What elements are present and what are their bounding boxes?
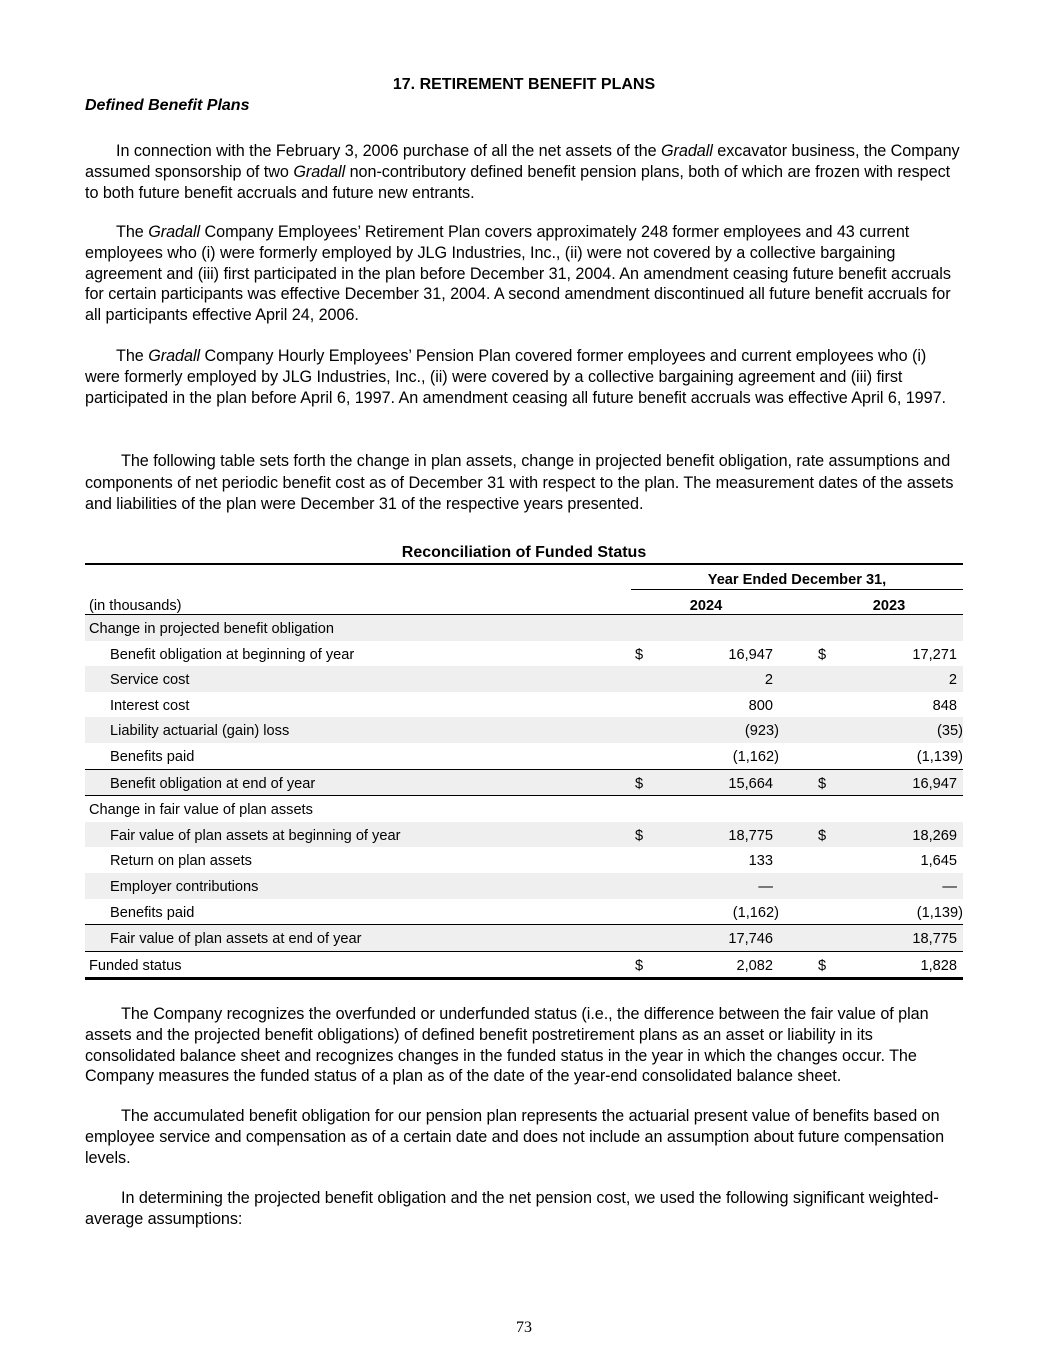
column-header-2024: 2024: [689, 598, 723, 614]
value-2024: 15,664: [728, 775, 773, 792]
value-2024: 2: [764, 672, 773, 689]
currency-symbol: $: [818, 775, 827, 792]
row-label: Interest cost: [110, 697, 190, 714]
table-row: [85, 952, 963, 981]
table-row: [85, 924, 963, 952]
company-name: Gradall: [293, 162, 346, 181]
row-label: Benefit obligation at end of year: [110, 775, 316, 792]
value-2023: 18,775: [912, 931, 957, 948]
table-row: [85, 873, 963, 899]
paragraph-table-intro: The following table sets forth the change in plan assets, change in projected benefit obligation, rate assumptions and components of net periodic benefit cost as of December 31 with respect to the plan. The measurement dates of the assets and liabilities of the plan were December 31 of the respective years presented.: [85, 452, 954, 513]
company-name: Gradall: [148, 223, 201, 241]
table-body: [85, 615, 963, 980]
table-row: [85, 743, 963, 769]
value-2023: 17,271: [912, 646, 957, 663]
table-title: Reconciliation of Funded Status: [401, 544, 647, 561]
value-2024: 18,775: [728, 827, 773, 844]
text: excavator business, the Company assumed sponsorship of two: [85, 142, 960, 181]
value-2024: (1,162): [732, 748, 779, 765]
row-label: Benefit obligation at beginning of year: [110, 646, 355, 663]
subsection-title: Defined Benefit Plans: [85, 97, 250, 114]
text: In connection with the February 3, 2006 purchase of all the net assets of the: [116, 142, 662, 160]
page-number: 73: [516, 1319, 532, 1336]
table-row: [85, 666, 963, 692]
table-header-columns: [85, 590, 963, 615]
company-name: Gradall: [148, 347, 201, 365]
value-2024: 17,746: [728, 931, 773, 948]
value-2024: 2,082: [736, 957, 773, 974]
value-2023: 848: [932, 697, 957, 714]
value-2024: 16,947: [728, 646, 773, 663]
paragraph-retirement-plan: [85, 222, 963, 326]
row-label: Change in projected benefit obligation: [89, 621, 335, 637]
paragraph-accumulated-benefit-obligation: The accumulated benefit obligation for our pension plan represents the actuarial present value of benefits based on employee service and compensation as of a certain date and does not include an assumption about future compensation levels.: [85, 1107, 945, 1167]
currency-symbol: $: [818, 827, 827, 844]
currency-symbol: $: [635, 775, 644, 792]
row-label: Benefits paid: [110, 904, 195, 921]
value-2023: (1,139): [916, 748, 963, 765]
table-row: [85, 692, 963, 718]
table-header-period: [85, 565, 963, 590]
company-name: Gradall: [661, 142, 713, 160]
table-section-header: [85, 615, 963, 641]
text: The: [116, 223, 149, 241]
section-title: 17. RETIREMENT BENEFIT PLANS: [392, 76, 656, 93]
value-2024: —: [758, 878, 773, 895]
row-label: Service cost: [110, 672, 190, 689]
text: non-contributory defined benefit pension plans, both of which are frozen with respect to both future benefit accruals and future new entrants.: [85, 162, 951, 202]
value-2023: (1,139): [916, 904, 963, 921]
value-2024: 800: [748, 697, 773, 714]
table-row: [85, 717, 963, 743]
value-2023: 2: [948, 672, 957, 689]
paragraph-gradall-acquisition: [85, 141, 963, 203]
row-label: Return on plan assets: [110, 853, 252, 870]
value-2024: (923): [744, 723, 779, 740]
value-2024: (1,162): [732, 904, 779, 921]
row-label: Employer contributions: [110, 878, 259, 895]
currency-symbol: $: [818, 646, 827, 663]
text: Company Hourly Employees’ Pension Plan covered former employees and current employees who (i) were formerly employed by JLG Industries, Inc., (ii) were covered by a collective bargaining agreement and (iii) first participated in the plan before April 6, 1997. An amendment ceasing all future benefit accruals was effective April 6, 1997.: [85, 347, 946, 407]
value-2023: 1,828: [920, 957, 957, 974]
row-label: Fair value of plan assets at beginning of year: [110, 827, 401, 844]
table-row: [85, 769, 963, 797]
value-2024: 133: [748, 853, 773, 870]
row-label: Fair value of plan assets at end of year: [110, 931, 362, 948]
row-label: Change in fair value of plan assets: [89, 802, 313, 819]
value-2023: —: [942, 878, 957, 895]
value-2023: 1,645: [920, 853, 957, 870]
funded-status-table: [85, 563, 963, 980]
table-section-header: [85, 796, 963, 822]
table-row: [85, 899, 963, 925]
row-label: Benefits paid: [110, 748, 195, 765]
paragraph-hourly-pension-plan: [85, 346, 963, 408]
text: Company Employees’ Retirement Plan covers approximately 248 former employees and 43 current employees who (i) were formerly employed by JLG Industries, Inc., (ii) were not covered by a collective bargaining agreement and (iii) first participated in the plan before December 31, 2004. An amendment ceasing future benefit accruals for certain participants was effective December 31, 2004. A second amendment discontinued all future benefit accruals for all participants effective April 24, 2006.: [85, 223, 951, 325]
table-row: [85, 822, 963, 848]
value-2023: 16,947: [912, 775, 957, 792]
period-header: Year Ended December 31,: [707, 572, 887, 588]
table-row: [85, 847, 963, 873]
paragraph-funded-status-recognition: The Company recognizes the overfunded or underfunded status (i.e., the difference between the fair value of plan assets and the projected benefit obligations) of defined benefit postretirement plans as an asset or liability in its consolidated balance sheet and recognizes changes in the funded status in the year in which the changes occur. The Company measures the funded status of a plan as of the date of the year-end consolidated balance sheet.: [85, 1005, 929, 1086]
value-2023: (35): [937, 723, 963, 740]
row-label: Funded status: [89, 957, 182, 974]
currency-symbol: $: [818, 957, 827, 974]
currency-symbol: $: [635, 646, 644, 663]
column-header-2023: 2023: [872, 598, 906, 614]
value-2023: 18,269: [912, 827, 957, 844]
text: The: [116, 347, 149, 365]
currency-symbol: $: [635, 957, 644, 974]
units-label: (in thousands): [89, 598, 182, 614]
currency-symbol: $: [635, 827, 644, 844]
paragraph-assumptions-intro: In determining the projected benefit obligation and the net pension cost, we used the following significant weighted-average assumptions:: [85, 1189, 939, 1228]
table-row: [85, 641, 963, 667]
row-label: Liability actuarial (gain) loss: [110, 723, 290, 740]
